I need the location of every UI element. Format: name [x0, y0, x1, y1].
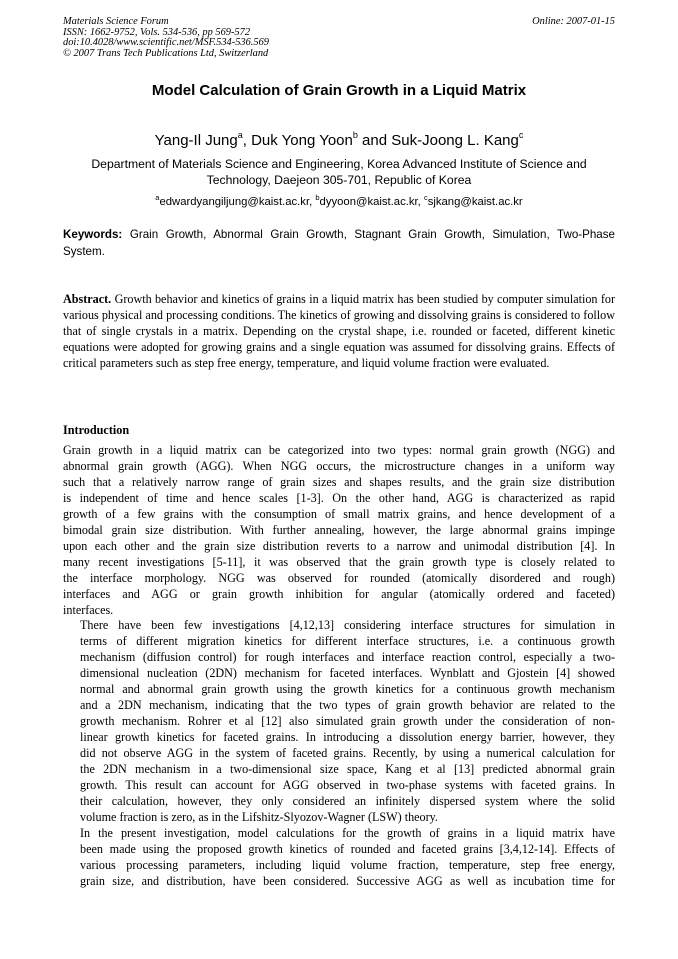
paragraph — [63, 618, 615, 825]
text-line: the 2DN mechanism in a two-dimensional size space, Kang et al [13] predicted abnormal grain — [80, 762, 615, 777]
text-line: linear growth kinetics for faceted grains. In introducing a dissolution energy barrier, however, they — [80, 730, 615, 745]
email[interactable]: $^b$dyyoon@kaist.ac.kr, — [315, 193, 424, 208]
text-line: In the present investigation, model calculations for the growth of grains in a liquid matrix have — [80, 825, 615, 840]
text-line: growth of a few grains with the consumption of small matrix grains, and hence development of a — [63, 506, 615, 521]
online-date: Online: 2007-01-15 — [532, 16, 615, 27]
text-line: such that a relatively narrow range of grain sizes and shapes results, and the grain size distribution — [63, 474, 615, 489]
text-line: bimodal grain size distribution. With further annealing, however, the large abnormal grains impinge — [63, 522, 615, 537]
paragraph — [63, 826, 615, 890]
paragraph — [63, 443, 615, 618]
email[interactable]: $^c$sjkang@kaist.ac.kr — [423, 193, 523, 208]
text-line: There have been few investigations [4,12,13] considering interface structures for simulation in — [80, 618, 615, 633]
text-line: various processing parameters, including liquid volume fraction, temperature, step free energy, — [80, 857, 615, 872]
author: Yang-Il Jung$^a$, — [154, 130, 252, 149]
text-line: dimensional nucleation (2DN) mechanism for faceted interfaces. Wynblatt and Gjostein [4] showed — [80, 666, 615, 681]
introduction-body — [63, 443, 615, 890]
text-line: interfaces and AGG or grain growth inhibition for angular (atomically ordered and faceted) — [63, 586, 615, 601]
text-line: the interface morphology. NGG was observed for rounded (atomically disordered and rough) — [63, 570, 615, 585]
text-line: did not observe AGG in the system of faceted grains. Recently, by using a numerical calculation for — [80, 746, 615, 761]
text-line: terms of different migration kinetics for different interface structures, i.e. a continuous growth — [80, 634, 615, 649]
section-heading: Introduction — [63, 423, 130, 437]
affiliation — [63, 156, 615, 188]
affiliation-line: Department of Materials Science and Engineering, Korea Advanced Institute of Science and — [91, 157, 587, 171]
text-line: and a 2DN mechanism, indicating that the two types of grain growth behavior are related to the — [80, 698, 615, 713]
text-line: volume fraction is zero, as in the Lifshitz-Slyozov-Wagner (LSW) theory. — [80, 809, 438, 824]
journal-name: Materials Science Forum — [63, 16, 169, 27]
keywords — [63, 227, 615, 260]
paper-title: Model Calculation of Grain Growth in a Liquid Matrix — [151, 82, 527, 99]
text-line: interfaces. — [63, 602, 114, 617]
text-line: grain size, and distribution, have been considered. Successive AGG as well as incubation time for — [80, 873, 615, 888]
doi-line: doi:10.4028/www.scientific.net/MSF.534-536.569 — [63, 37, 269, 49]
copyright-line: © 2007 Trans Tech Publications Ltd, Switzerland — [63, 47, 269, 59]
keywords-label: Keywords: — [63, 228, 123, 241]
text-line: mechanism (diffusion control) for rough interfaces and interface reaction control, especially a two- — [80, 650, 615, 665]
email-list — [63, 193, 615, 208]
abstract-text: Growth behavior and kinetics of grains in a liquid matrix has been studied by computer simulation for various physical and processing conditions. The kinetics of growing and dissolving grains is considered to follow that of single crystals in a matrix. Depending on the crystal shape, i.e. rounded or faceted, different kinetic equations were adopted for growing grains and a single equation was assumed for dissolving grains. Effects of critical parameters such as step free energy, temperature, and liquid volume fraction were evaluated. — [63, 292, 615, 371]
author: Suk-Joong L. Kang$^c$ — [391, 130, 524, 149]
text-line: abnormal grain growth (AGG). When NGG occurs, the microstructure changes in a uniform way — [63, 458, 615, 473]
text-line: their calculation, however, they only considered an infinitely dispersed system where the solid — [80, 793, 615, 808]
abstract — [63, 291, 615, 371]
author: Duk Yong Yoon$^b$ and — [251, 130, 392, 149]
text-line: many recent investigations [5-11], it was observed that the grain growth type is closely related to — [63, 554, 615, 569]
issn-line: ISSN: 1662-9752, Vols. 534-536, pp 569-572 — [63, 26, 251, 38]
text-line: normal and abnormal grain growth using the growth kinetics for a continuous growth mechanism — [80, 682, 615, 697]
text-line: growth. This result can account for AGG observed in two-phase systems with faceted grains. In — [80, 778, 615, 793]
text-line: growth mechanism. Rohrer et al [12] also simulated grain growth under the consideration of non- — [80, 714, 615, 729]
author-list — [63, 131, 615, 149]
email[interactable]: $^a$edwardyangiljung@kaist.ac.kr, — [155, 193, 316, 208]
journal-header — [63, 17, 615, 59]
affiliation-line: Technology, Daejeon 305-701, Republic of Korea — [206, 173, 472, 187]
text-line: been made using the proposed growth kinetics of rounded and faceted grains [3,4,12-14]. Effects of — [80, 841, 615, 856]
text-line: Grain growth in a liquid matrix can be categorized into two types: normal grain growth (NGG) and — [63, 443, 615, 457]
text-line: upon each other and the grain size distribution reverts to a narrow and unimodal distribution [4]. In — [63, 538, 615, 553]
text-line: is independent of time and hence scales [1-3]. On the other hand, AGG is characterized as rapid — [63, 490, 615, 505]
keywords-text: Grain Growth, Abnormal Grain Growth, Stagnant Grain Growth, Simulation, Two-Phase System. — [63, 228, 615, 258]
abstract-label: Abstract. — [63, 292, 112, 306]
